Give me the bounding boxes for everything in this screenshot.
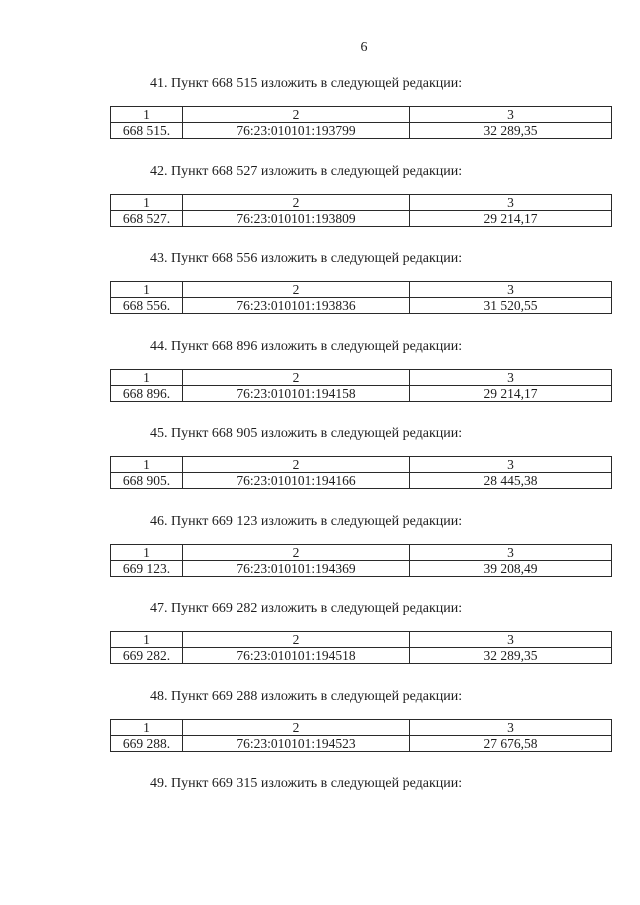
amendment-table <box>110 106 612 139</box>
amendment-section <box>0 679 640 767</box>
cadastral-number-cell: 76:23:010101:194523 <box>183 735 410 751</box>
value-cell: 39 208,49 <box>410 560 612 576</box>
table-row <box>111 298 612 314</box>
item-number-cell: 669 282. <box>111 648 183 664</box>
cadastral-number-cell: 76:23:010101:193799 <box>183 123 410 139</box>
amendment-table <box>110 631 612 664</box>
column-number-1: 1 <box>111 544 183 560</box>
amendment-heading: 42. Пункт 668 527 изложить в следующей редакции: <box>150 163 463 179</box>
column-number-2: 2 <box>183 632 410 648</box>
column-number-3: 3 <box>410 544 612 560</box>
value-cell: 32 289,35 <box>410 123 612 139</box>
item-number-cell: 668 527. <box>111 210 183 226</box>
column-number-3: 3 <box>410 282 612 298</box>
column-number-2: 2 <box>183 369 410 385</box>
table-row <box>111 385 612 401</box>
cadastral-number-cell: 76:23:010101:194158 <box>183 385 410 401</box>
amendment-table <box>110 456 612 489</box>
value-cell: 32 289,35 <box>410 648 612 664</box>
value-cell: 31 520,55 <box>410 298 612 314</box>
column-number-2: 2 <box>183 457 410 473</box>
item-number-cell: 668 556. <box>111 298 183 314</box>
column-number-1: 1 <box>111 369 183 385</box>
amendment-section <box>0 154 640 242</box>
item-number-cell: 668 515. <box>111 123 183 139</box>
amendment-section <box>0 66 640 154</box>
amendment-section <box>0 329 640 417</box>
table-row <box>111 123 612 139</box>
amendment-heading: 41. Пункт 668 515 изложить в следующей редакции: <box>150 76 463 91</box>
table-header-row <box>111 282 612 298</box>
amendment-table <box>110 281 612 314</box>
item-number-cell: 669 123. <box>111 560 183 576</box>
table-header-row <box>111 194 612 210</box>
amendment-table <box>110 719 612 752</box>
amendment-heading: 46. Пункт 669 123 изложить в следующей редакции: <box>150 513 463 529</box>
cadastral-number-cell: 76:23:010101:194166 <box>183 473 410 489</box>
table-header-row <box>111 632 612 648</box>
column-number-2: 2 <box>183 719 410 735</box>
column-number-1: 1 <box>111 457 183 473</box>
cadastral-number-cell: 76:23:010101:193809 <box>183 210 410 226</box>
amendment-section <box>0 591 640 679</box>
table-row <box>111 648 612 664</box>
column-number-1: 1 <box>111 107 183 123</box>
value-cell: 29 214,17 <box>410 210 612 226</box>
amendment-section <box>0 241 640 329</box>
amendment-table <box>110 369 612 402</box>
amendment-table <box>110 194 612 227</box>
column-number-2: 2 <box>183 282 410 298</box>
column-number-3: 3 <box>410 457 612 473</box>
column-number-3: 3 <box>410 719 612 735</box>
item-number-cell: 669 288. <box>111 735 183 751</box>
amendment-heading: 44. Пункт 668 896 изложить в следующей редакции: <box>150 338 463 354</box>
table-row <box>111 560 612 576</box>
cadastral-number-cell: 76:23:010101:194369 <box>183 560 410 576</box>
amendment-section <box>0 766 640 854</box>
column-number-3: 3 <box>410 369 612 385</box>
amendment-list <box>0 66 640 854</box>
table-header-row <box>111 544 612 560</box>
table-header-row <box>111 107 612 123</box>
item-number-cell: 668 905. <box>111 473 183 489</box>
column-number-2: 2 <box>183 194 410 210</box>
table-row <box>111 473 612 489</box>
cadastral-number-cell: 76:23:010101:194518 <box>183 648 410 664</box>
amendment-table <box>110 544 612 577</box>
amendment-heading: 48. Пункт 669 288 изложить в следующей редакции: <box>150 688 463 704</box>
table-row <box>111 735 612 751</box>
column-number-1: 1 <box>111 632 183 648</box>
table-row <box>111 210 612 226</box>
column-number-1: 1 <box>111 194 183 210</box>
value-cell: 29 214,17 <box>410 385 612 401</box>
amendment-heading: 47. Пункт 669 282 изложить в следующей редакции: <box>150 601 463 616</box>
value-cell: 27 676,58 <box>410 735 612 751</box>
table-header-row <box>111 369 612 385</box>
amendment-heading: 49. Пункт 669 315 изложить в следующей редакции: <box>150 776 463 791</box>
cadastral-number-cell: 76:23:010101:193836 <box>183 298 410 314</box>
page-number: 6 <box>360 40 368 55</box>
column-number-2: 2 <box>183 107 410 123</box>
amendment-heading: 43. Пункт 668 556 изложить в следующей редакции: <box>150 251 463 266</box>
table-header-row <box>111 457 612 473</box>
value-cell: 28 445,38 <box>410 473 612 489</box>
column-number-3: 3 <box>410 107 612 123</box>
amendment-section <box>0 504 640 592</box>
amendment-heading: 45. Пункт 668 905 изложить в следующей редакции: <box>150 426 463 441</box>
column-number-1: 1 <box>111 282 183 298</box>
table-header-row <box>111 719 612 735</box>
amendment-section <box>0 416 640 504</box>
column-number-2: 2 <box>183 544 410 560</box>
column-number-3: 3 <box>410 194 612 210</box>
column-number-1: 1 <box>111 719 183 735</box>
column-number-3: 3 <box>410 632 612 648</box>
item-number-cell: 668 896. <box>111 385 183 401</box>
